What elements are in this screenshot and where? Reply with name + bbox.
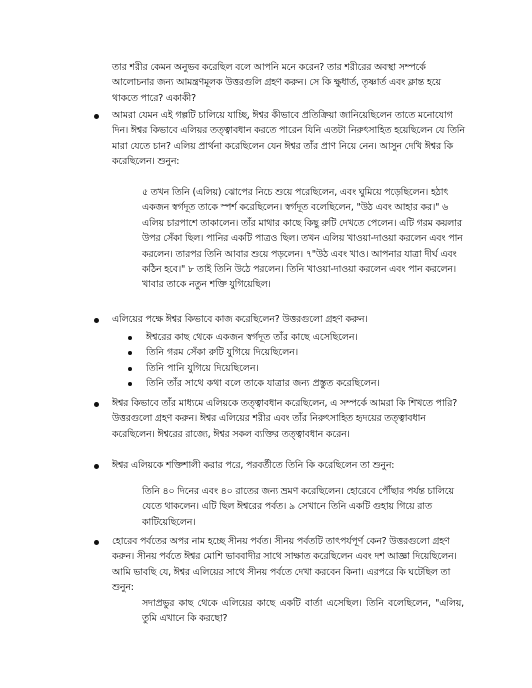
bullet-icon bbox=[128, 336, 132, 340]
list-item bbox=[128, 361, 464, 376]
bullet-icon bbox=[94, 114, 99, 119]
section4-scripture-quote: তিনি ৪০ দিনের এবং ৪০ রাতের জন্য ভ্রমণ করেছিলেন। হোরেবে পৌঁছার পর্যন্ত চালিয়ে যেতে থাকলেন। এটি ছিল ঈশ্বরের পর্বত। ৯ সেখানে তিনি একটি গুহায় গিয়ে রাত কাটিয়েছিলেন। bbox=[142, 486, 454, 528]
section5-paragraph: হোরেব পর্বতের অপর নাম হচ্ছে সীনয় পর্বত। সীনয় পর্বতটি তাৎপর্যপূর্ণ কেন? উত্তরগুলো গ্রহণ করুন। সীনয় পর্বতে ঈশ্বর মোশি ভাববাদীর সাথে সাক্ষাত করেছিলেন এবং দশ আজ্ঞা দিয়েছিলেন। আমি ভাবছি যে, ঈশ্বর এলিয়ের সাথে সীনয় পর্বতে দেখা করবেন কিনা। এরপরে কি ঘটেছিল তা শুনুন: bbox=[112, 536, 457, 594]
list-item bbox=[128, 330, 464, 345]
section5-scripture-quote: সদাপ্রভুর কাছ থেকে এলিয়ের কাছে একটি বার্তা এসেছিল। তিনি বলেছিলেন, "এলিয়, তুমি এখানে কি করছো? bbox=[142, 598, 464, 625]
bullet-icon bbox=[128, 382, 132, 386]
bullet-icon bbox=[94, 540, 99, 545]
list-item-text: তিনি গরম সেঁকা রুটি যুগিয়ে দিয়েছিলেন। bbox=[146, 347, 299, 359]
bullet-icon bbox=[128, 351, 132, 355]
bullet-icon bbox=[94, 464, 99, 469]
section2-paragraph: এলিয়ের পক্ষে ঈশ্বর কিভাবে কাজ করেছিলেন? উত্তরগুলো গ্রহণ করুন। bbox=[112, 314, 368, 325]
section1-paragraph: আমরা যেমন এই গল্পটি চালিয়ে যাচ্ছি, ঈশ্বর কীভাবে প্রতিক্রিয়া জানিয়েছিলেন তাতে মনোযোগ দিন। ঈশ্বর কিভাবে এলিয়র তত্ত্বাবধান করতে পারেন যিনি এতটা নিরুৎসাহিত হয়েছিলেন যে তিনি মারা যেতে চান? এলিয় প্রার্থনা করেছিলেন যেন ঈশ্বর তাঁর প্রাণ নিয়ে নেন। আসুন দেখি ঈশ্বর কি করেছিলেন। শুনুন: bbox=[112, 110, 465, 168]
section2-answer-list bbox=[128, 330, 464, 392]
list-item bbox=[128, 376, 464, 391]
bullet-icon bbox=[128, 367, 132, 371]
list-item bbox=[128, 345, 464, 360]
list-item-text: ঈশ্বরের কাছ থেকে একজন স্বর্গদূত তাঁর কাছে এসেছিলেন। bbox=[146, 332, 358, 343]
section3-paragraph: ঈশ্বর কিভাবে তাঁর মাধ্যমে এলিয়কে তত্ত্বাবধান করেছিলেন, এ সম্পর্কে আমরা কি শিখতে পারি? উত্তরগুলো গ্রহণ করুন। ঈশ্বর এলিয়ের শরীর এবং তাঁর নিরুৎসাহিত হৃদয়ের তত্ত্বাবধান করেছিলেন। ঈশ্বরের রাজ্যে, ঈশ্বর সকল ব্যক্তির তত্ত্বাবধান করেন। bbox=[112, 398, 458, 440]
section4-paragraph: ঈশ্বর এলিয়কে শক্তিশালী করার পরে, পরবর্তীতে তিনি কি করেছিলেন তা শুনুন: bbox=[112, 460, 395, 471]
bullet-icon bbox=[94, 402, 99, 407]
intro-paragraph: তার শরীর কেমন অনুভব করেছিল বলে আপনি মনে করেন? তার শরীরের অবস্থা সম্পর্কে আলোচনার জন্য আমন্ত্রণমূলক উত্তরগুলি গ্রহণ করুন। সে কি ক্ষুধার্ত, তৃষ্ণার্ত এবং ক্লান্ত হয়ে থাকতে পারে? একাকী? bbox=[112, 62, 441, 104]
list-item-text: তিনি তাঁর সাথে কথা বলে তাকে যাত্রার জন্য প্রস্তুত করেছিলেন। bbox=[146, 378, 380, 390]
bullet-icon bbox=[94, 318, 99, 323]
list-item-text: তিনি পানি যুগিয়ে দিয়েছিলেন। bbox=[146, 362, 259, 374]
section1-scripture-quote: ৫ তখন তিনি (এলিয়) ঝোপের নিচে শুয়ে পরেছিলেন, এবং ঘুমিয়ে পড়েছিলেন। হঠাৎ একজন স্বর্গদূত তাকে স্পর্শ করেছিলেন। স্বর্গদূত বলেছিলেন, "উঠ এবং আহার কর।" ৬ এলিয় চারপাশে তাকালেন। তাঁর মাথার কাছে কিছু রুটি দেখতে পেলেন। এটি গরম কয়লার উপর সেঁকা ছিল। পানির একটি পাত্রও ছিল। তখন এলিয় খাওয়া-দাওয়া করলেন এবং পান করলেন। তারপর তিনি আবার শুয়ে পড়লেন। ৭"উঠ এবং খাও। আপনার যাত্রা দীর্ঘ এবং কঠিন হবে।" ৮ তাই তিনি উঠে পরলেন। তিনি খাওয়া-দাওয়া করলেন এবং পান করলেন। খাবার তাকে নতুন শক্তি যুগিয়েছিল। bbox=[142, 187, 463, 291]
